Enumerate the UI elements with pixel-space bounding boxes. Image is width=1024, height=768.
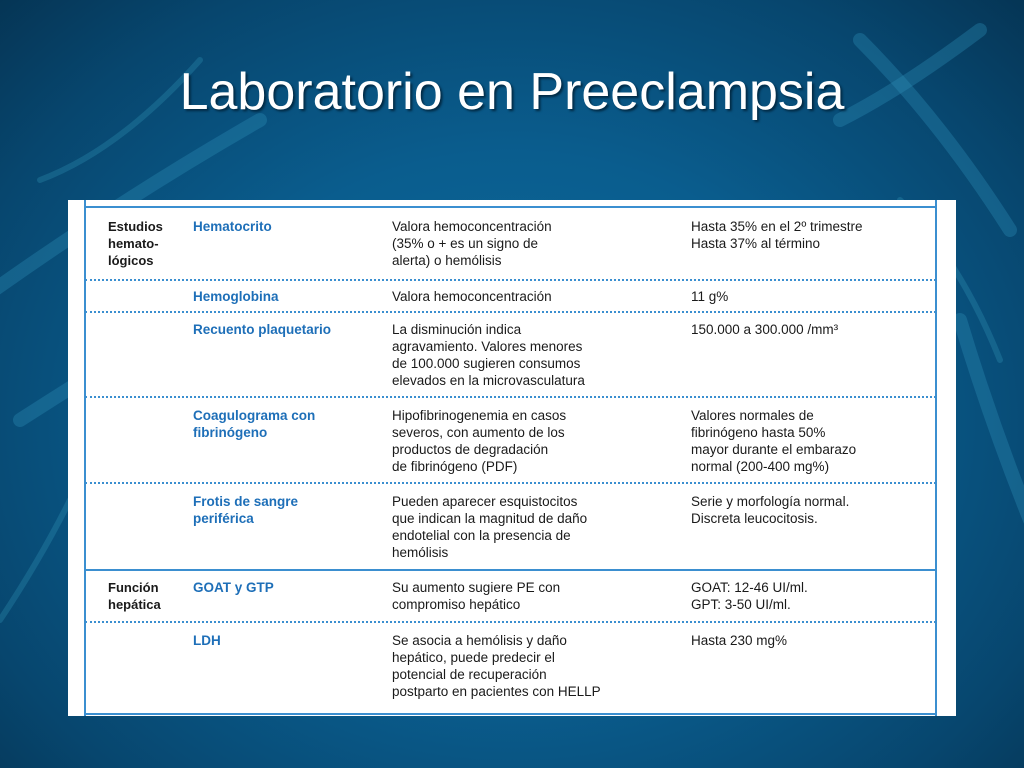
value-line: normal (200-400 mg%)	[691, 459, 830, 474]
description-line: La disminución indica	[392, 322, 522, 337]
test-name-cell	[193, 493, 383, 527]
description-line: potencial de recuperación	[392, 667, 547, 682]
description-line: elevados en la microvasculatura	[392, 373, 585, 388]
description-line: Hipofibrinogenemia en casos	[392, 408, 567, 423]
category-line: Función	[108, 580, 159, 595]
value-line: Hasta 37% al término	[691, 236, 821, 251]
description-cell	[392, 632, 692, 700]
test-name-line: Hemoglobina	[193, 289, 279, 304]
value-line: GPT: 3-50 UI/ml.	[691, 597, 791, 612]
test-name-line: Coagulograma con	[193, 408, 316, 423]
description-line: hemólisis	[392, 545, 449, 560]
description-line: severos, con aumento de los	[392, 425, 565, 440]
category-cell	[108, 579, 188, 613]
table-frame-bottom	[84, 713, 937, 715]
value-line: Hasta 35% en el 2º trimestre	[691, 219, 863, 234]
description-line: (35% o + es un signo de	[392, 236, 538, 251]
value-line: Discreta leucocitosis.	[691, 511, 818, 526]
test-name-line: periférica	[193, 511, 254, 526]
test-name-cell	[193, 218, 383, 235]
value-line: Serie y morfología normal.	[691, 494, 850, 509]
description-line: agravamiento. Valores menores	[392, 339, 583, 354]
test-name-line: Frotis de sangre	[193, 494, 299, 509]
slide-title: Laboratorio en Preeclampsia	[179, 63, 845, 121]
reference-value-cell	[691, 218, 941, 252]
description-line: de fibrinógeno (PDF)	[392, 459, 518, 474]
description-line: compromiso hepático	[392, 597, 521, 612]
value-line: 150.000 a 300.000 /mm³	[691, 322, 839, 337]
value-line: mayor durante el embarazo	[691, 442, 857, 457]
description-cell	[392, 579, 692, 613]
category-line: hepática	[108, 597, 161, 612]
description-line: Pueden aparecer esquistocitos	[392, 494, 578, 509]
row-divider	[85, 621, 936, 623]
test-name-line: Recuento plaquetario	[193, 322, 332, 337]
row-divider	[85, 311, 936, 313]
description-line: alerta) o hemólisis	[392, 253, 502, 268]
test-name-line: fibrinógeno	[193, 425, 268, 440]
table-frame-top	[84, 206, 937, 208]
value-line: Hasta 230 mg%	[691, 633, 788, 648]
value-line: Valores normales de	[691, 408, 814, 423]
description-line: Su aumento sugiere PE con	[392, 580, 561, 595]
reference-value-cell	[691, 288, 941, 305]
category-line: Estudios	[108, 219, 163, 234]
reference-value-cell	[691, 407, 941, 475]
description-cell	[392, 321, 692, 389]
row-divider	[85, 396, 936, 398]
table-frame-left	[84, 200, 86, 716]
test-name-cell	[193, 288, 383, 305]
value-line: 11 g%	[691, 289, 729, 304]
reference-value-cell	[691, 632, 941, 649]
row-divider	[85, 279, 936, 281]
description-cell	[392, 218, 692, 269]
description-line: productos de degradación	[392, 442, 549, 457]
description-line: hepático, puede predecir el	[392, 650, 555, 665]
test-name-line: GOAT y GTP	[193, 580, 274, 595]
category-cell	[108, 218, 188, 269]
value-line: GOAT: 12-46 UI/ml.	[691, 580, 808, 595]
description-line: Valora hemoconcentración	[392, 289, 552, 304]
test-name-cell	[193, 321, 383, 338]
reference-value-cell	[691, 321, 941, 338]
category-line: lógicos	[108, 253, 154, 268]
description-cell	[392, 493, 692, 561]
test-name-cell	[193, 407, 383, 441]
description-line: Se asocia a hemólisis y daño	[392, 633, 567, 648]
test-name-line: LDH	[193, 633, 221, 648]
description-line: Valora hemoconcentración	[392, 219, 552, 234]
description-line: de 100.000 sugieren consumos	[392, 356, 581, 371]
lab-table	[68, 200, 956, 716]
description-line: que indican la magnitud de daño	[392, 511, 588, 526]
reference-value-cell	[691, 579, 941, 613]
value-line: fibrinógeno hasta 50%	[691, 425, 826, 440]
description-line: endotelial con la presencia de	[392, 528, 571, 543]
reference-value-cell	[691, 493, 941, 527]
description-cell	[392, 407, 692, 475]
section-divider	[85, 569, 936, 571]
description-cell	[392, 288, 692, 305]
description-line: postparto en pacientes con HELLP	[392, 684, 601, 699]
category-line: hemato-	[108, 236, 159, 251]
test-name-cell	[193, 579, 383, 596]
row-divider	[85, 482, 936, 484]
test-name-cell	[193, 632, 383, 649]
test-name-line: Hematocrito	[193, 219, 272, 234]
